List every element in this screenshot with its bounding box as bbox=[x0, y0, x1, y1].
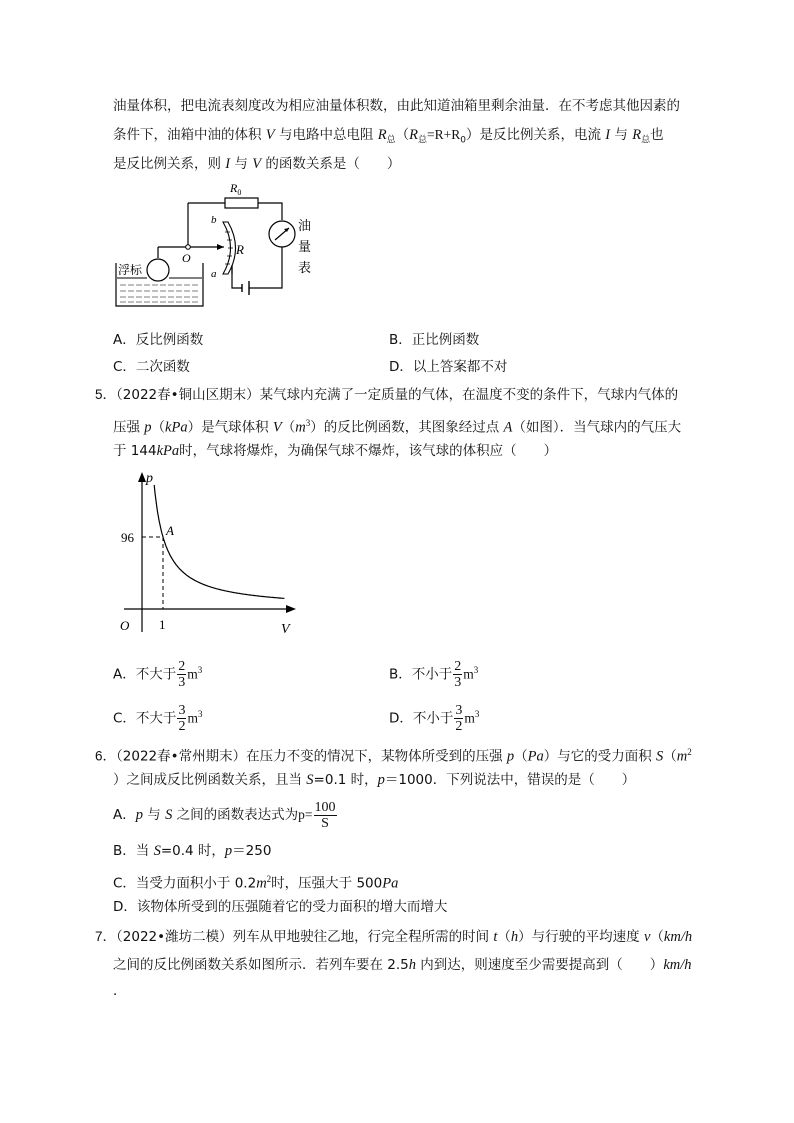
fraction: $\frac{100}{S}$ bbox=[314, 799, 336, 831]
label-b: b bbox=[211, 214, 217, 226]
meter-label-2: 量 bbox=[298, 239, 312, 254]
r0-label: $R_0$ bbox=[230, 181, 242, 197]
q5-text-line2: 压强 p（kPa）是气球体积 $V(m^3)$的反比例函数，其图象经过点 A（如图）．当气球内的气压大 bbox=[113, 418, 682, 436]
q4-option-a[interactable]: A．反比例函数 bbox=[113, 332, 204, 348]
q7-text-line3: ． bbox=[113, 983, 127, 999]
r0-resistor bbox=[225, 198, 258, 208]
float-label: 浮标 bbox=[118, 263, 143, 277]
q7-text-line1: 7．（2022•潍坊二模）列车从甲地驶往乙地，行完全程所需的时间 t（h）与行驶的平均速度 v（km/h bbox=[95, 929, 693, 945]
q6-option-a[interactable]: A．p 与 S 之间的函数表达式为p= $\frac{100}{S}$ bbox=[113, 799, 336, 831]
slider-arrow bbox=[217, 244, 224, 250]
fraction: $\frac{2}{3}$ bbox=[454, 659, 462, 690]
q4-text-line2: 条件下，油箱中油的体积 V 与电路中总电阻 $R_总(R_总=R+R_0)$是反比例关系，电流 I 与 $R_总$也 bbox=[113, 127, 664, 146]
q4-text-line1: 油量体积，把电流表刻度改为相应油量体积数，由此知道油箱里剩余油量．在不考虑其他因素的 bbox=[113, 98, 680, 114]
fraction: $\frac{3}{2}$ bbox=[455, 703, 463, 734]
oil-lines bbox=[120, 285, 200, 302]
label-a: a bbox=[211, 268, 217, 280]
q4-option-d[interactable]: D．以上答案都不对 bbox=[389, 359, 508, 375]
q4-circuit-figure bbox=[110, 178, 325, 318]
point-a-guides bbox=[142, 537, 163, 609]
q6-option-d[interactable]: D．该物体所受到的压强随着它的受力面积的增大而增大 bbox=[113, 899, 448, 915]
origin-label: O bbox=[120, 618, 130, 633]
y-axis-arrow bbox=[138, 472, 146, 482]
inverse-curve bbox=[154, 485, 284, 599]
y-tick-96: 96 bbox=[121, 530, 134, 545]
fraction: $\frac{3}{2}$ bbox=[178, 703, 186, 734]
q7-text-line2: 之间的反比例函数关系如图所示．若列车要在 2.5h 内到达，则速度至少需要提高到（ ）km/h bbox=[113, 957, 692, 973]
pivot-o bbox=[186, 245, 191, 250]
q5-option-c[interactable]: C．不大于 $\frac{3}{2}$ $m^3$ bbox=[113, 703, 203, 734]
x-axis-arrow bbox=[286, 605, 296, 613]
label-r: R bbox=[236, 242, 244, 257]
fraction: $\frac{2}{3}$ bbox=[178, 659, 186, 690]
q6-text-line2: ）之间成反比例函数关系，且当 S=0.1 时，p＝1000．下列说法中，错误的是（ ） bbox=[113, 772, 636, 788]
battery bbox=[242, 281, 249, 295]
q6-option-b[interactable]: B．当 S=0.4 时，p＝250 bbox=[113, 843, 272, 859]
q5-option-d[interactable]: D．不小于 $\frac{3}{2}$ $m^3$ bbox=[389, 703, 480, 734]
q5-text-line1: 5．（2022春•铜山区期末）某气球内充满了一定质量的气体，在温度不变的条件下，气球内气体的 bbox=[95, 387, 679, 403]
q5-graph bbox=[110, 468, 300, 640]
float-ball bbox=[147, 259, 169, 281]
point-a-label: A bbox=[166, 523, 174, 538]
x-tick-1: 1 bbox=[159, 617, 166, 632]
label-o: O bbox=[182, 251, 191, 265]
q6-text-line1: 6．（2022春•常州期末）在压力不变的情况下，某物体所受到的压强 p（Pa）与它的受力面积 $S(m^2$ bbox=[95, 747, 692, 765]
q5-option-b[interactable]: B．不小于 $\frac{2}{3}$ $m^3$ bbox=[389, 659, 479, 690]
q6-option-c[interactable]: C．当受力面积小于 $0.2m^2$时，压强大于 500Pa bbox=[113, 874, 399, 892]
q5-option-a[interactable]: A．不大于 $\frac{2}{3}$ $m^3$ bbox=[113, 659, 203, 690]
q4-option-b[interactable]: B．正比例函数 bbox=[389, 332, 480, 348]
q4-option-c[interactable]: C．二次函数 bbox=[113, 359, 190, 375]
q5-text-line3: 于 144kPa时，气球将爆炸，为确保气球不爆炸，该气球的体积应（ ） bbox=[113, 443, 558, 459]
p-axis-label: p bbox=[146, 471, 153, 486]
v-axis-label: V bbox=[281, 622, 290, 637]
q4-text-line3: 是反比例关系，则 I 与 V 的函数关系是（ ） bbox=[113, 156, 401, 172]
meter-label-3: 表 bbox=[298, 260, 312, 275]
meter-label-1: 油 bbox=[298, 218, 312, 233]
